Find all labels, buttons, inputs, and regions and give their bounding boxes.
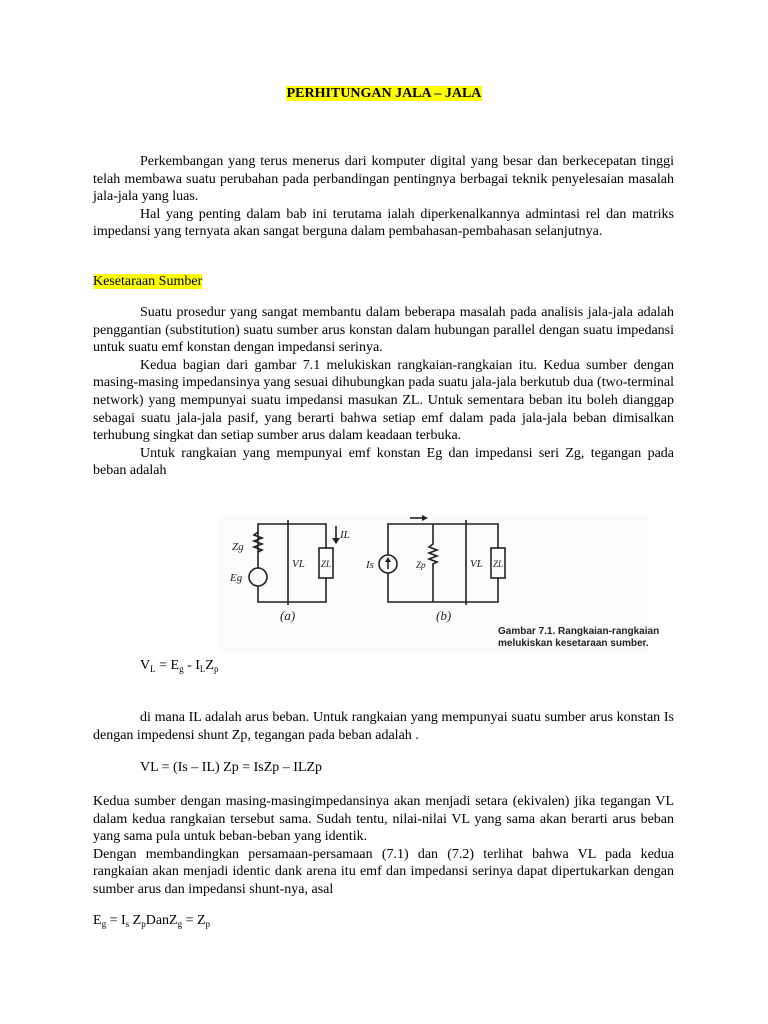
paragraph-after-equation-1: di mana IL adalah arus beban. Untuk rangkaian yang mempunyai suatu sumber arus konstan Is dengan impedensi shunt Zp, tegangan pada beban adalah . (93, 710, 674, 743)
title-container (0, 86, 768, 102)
intro-section (93, 153, 674, 241)
label-b: (b) (436, 608, 452, 623)
label-zp: Zp (416, 560, 426, 570)
section-body (93, 304, 674, 480)
label-vl-b: VL (470, 558, 483, 570)
caption-line-1: Gambar 7.1. Rangkaian-rangkaian (498, 626, 660, 637)
equation-3: $E_g = I_s$ $Z_pDanZ_g = Z_p$ (93, 913, 211, 929)
intro-paragraph-2: Hal yang penting dalam bab ini terutama ialah diperkenalkannya admintasi rel dan matriks impedansi yang ternyata akan sangat berguna dalam pembahasan-pembahasan selanjutnya. (93, 206, 674, 240)
equation-2: VL = (Is – IL) Zp = IsZp – ILZp (140, 760, 323, 775)
label-zl-a: ZL (321, 559, 332, 569)
section-heading: Kesetaraan Sumber (93, 274, 203, 289)
current-arrowhead-b (422, 515, 428, 521)
post-equation-1-text (93, 709, 674, 744)
paragraph-equivalence: Kedua sumber dengan masing-masingimpedansinya akan menjadi setara (ekivalen) jika tegangan VL dalam kedua rangkaian tersebut sama. Sudah tentu, nilai-nilai VL yang sama akan berarti arus beban yang sama pula untuk beban-beban yang identik. (93, 794, 674, 845)
intro-paragraph-1: Perkembangan yang terus menerus dari komputer digital yang besar dan berkecepatan tinggi telah membawa suatu perubahan pada perbandingan pentingnya berbagai teknik penyelesaian masalah jala-jala yang luas. (93, 154, 674, 205)
label-zg: Zg (232, 541, 244, 553)
eg-voltage-source-symbol (249, 568, 267, 586)
section-paragraph-1: Suatu prosedur yang sangat membantu dalam beberapa masalah pada analisis jala-jala adalah penggantian (substitution) suatu sumber arus konstan dalam hubungan parallel dengan suatu impedansi untuk suatu emf konstan dengan impedansi serinya. (93, 305, 674, 356)
label-eg: Eg (230, 572, 243, 584)
section-heading-container (93, 273, 674, 291)
il-arrowhead (332, 538, 340, 544)
figure-caption (498, 626, 659, 650)
label-zl-b: ZL (493, 559, 504, 569)
circuit-figure (218, 514, 660, 654)
label-a: (a) (280, 608, 296, 623)
label-il: IL (340, 529, 350, 541)
equation-1: $V_L = E_g - I_LZ_p$ (140, 658, 219, 674)
section-paragraph-2: Kedua bagian dari gambar 7.1 melukiskan rangkaian-rangkaian itu. Kedua sumber dengan masing-masing impedansinya yang sesuai dihubungkan pada suatu jala-jala berkutub dua (two-terminal network) yang mempunyai suatu impedansi masukan ZL. Untuk sementara beban itu boleh dianggap sebagai suatu jala-jala pasif, yang berarti bahwa setiap emf dalam pada jala-jala beban dimisalkan terhubung singkat dan setiap sumber arus dalam keadaan terbuka. (93, 357, 674, 444)
page-title: PERHITUNGAN JALA – JALA (286, 86, 482, 101)
caption-line-2: melukiskan kesetaraan sumber. (498, 638, 649, 649)
label-vl-a: VL (292, 558, 305, 570)
post-equation-2-text (93, 793, 674, 899)
paragraph-comparison: Dengan membandingkan persamaan-persamaan (7.1) dan (7.2) terlihat bahwa VL pada kedua rangkaian akan menjadi identic dank arena itu emf dan impedansi serinya dapat dipertukarkan dengan sumber arus dan impedansi shunt-nya, asal (93, 846, 674, 897)
zp-resistor-symbol (429, 524, 437, 602)
section-paragraph-3: Untuk rangkaian yang mempunyai emf konstan Eg dan impedansi seri Zg, tegangan pada beban adalah (93, 445, 674, 479)
label-is: Is (366, 559, 374, 571)
